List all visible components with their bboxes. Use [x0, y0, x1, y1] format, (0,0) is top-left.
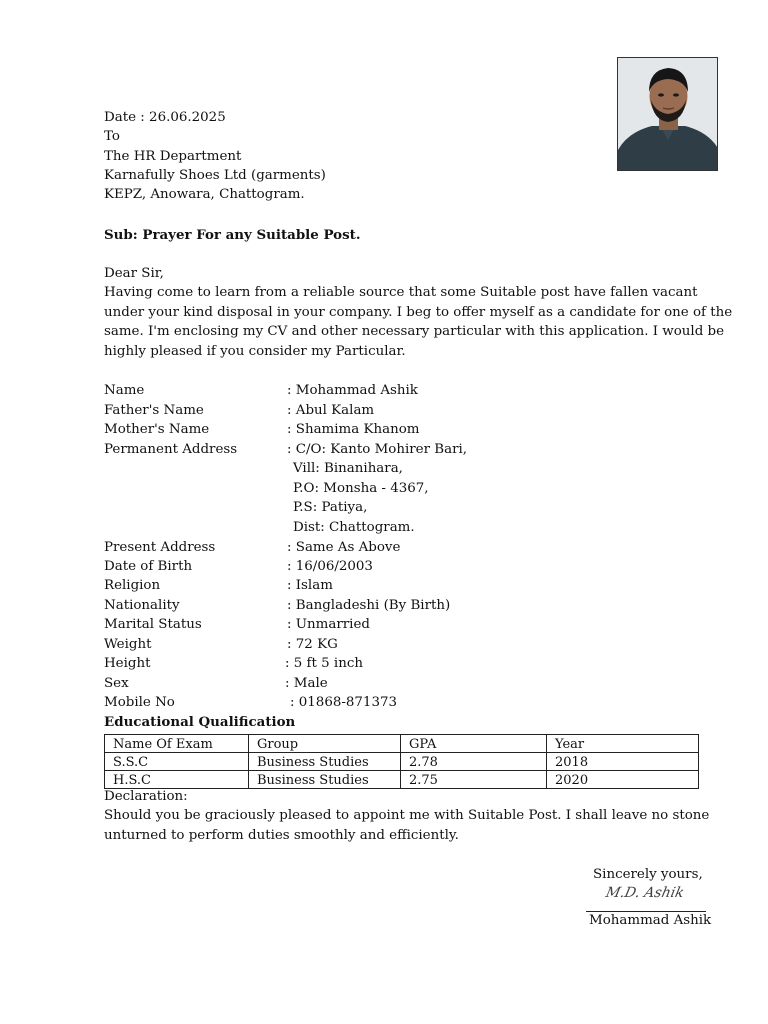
nationality-value: : Bangladeshi (By Birth)	[287, 598, 451, 613]
declaration-heading: Declaration:	[104, 789, 188, 804]
permanent-address-line-1: : C/O: Kanto Mohirer Bari,	[287, 442, 468, 457]
height-label: Height	[104, 656, 151, 671]
present-address-label: Present Address	[104, 540, 216, 555]
name-label: Name	[104, 383, 145, 398]
sign-off: Sincerely yours,	[593, 867, 703, 882]
recipient-line-3: KEPZ, Anowara, Chattogram.	[104, 187, 305, 202]
height-value: : 5 ft 5 inch	[285, 656, 363, 671]
column-header: Year	[547, 735, 699, 753]
mother-name-value: : Shamima Khanom	[287, 422, 420, 437]
letter-to: To	[104, 129, 120, 144]
recipient-line-1: The HR Department	[104, 149, 242, 164]
education-table	[104, 734, 699, 789]
table-row	[105, 771, 699, 789]
table-cell: Business Studies	[249, 771, 401, 789]
date-of-birth-label: Date of Birth	[104, 559, 193, 574]
mobile-value: : 01868-871373	[290, 695, 398, 710]
letter-subject: Sub: Prayer For any Suitable Post.	[104, 227, 361, 243]
body-line-3: same. I'm enclosing my CV and other necessary particular with this application. I would be	[104, 324, 725, 339]
nationality-label: Nationality	[104, 598, 180, 613]
education-table-header	[105, 735, 699, 753]
marital-status-label: Marital Status	[104, 617, 202, 632]
name-value: : Mohammad Ashik	[287, 383, 418, 398]
table-cell: 2018	[547, 753, 699, 771]
permanent-address-line-5: Dist: Chattogram.	[293, 520, 415, 535]
body-line-4: highly pleased if you consider my Particular.	[104, 344, 406, 359]
permanent-address-line-3: P.O: Monsha - 4367,	[293, 481, 429, 496]
letter-date: Date : 26.06.2025	[104, 110, 226, 125]
permanent-address-label: Permanent Address	[104, 442, 238, 457]
permanent-address-line-2: Vill: Binanihara,	[293, 461, 403, 476]
signatory-name: Mohammad Ashik	[589, 913, 712, 928]
handwritten-signature: M.D. Ashik	[604, 885, 686, 901]
date-of-birth-value: : 16/06/2003	[287, 559, 373, 574]
body-line-1: Having come to learn from a reliable source that some Suitable post have fallen vacant	[104, 285, 698, 300]
applicant-portrait-image	[618, 58, 718, 171]
mobile-label: Mobile No	[104, 695, 175, 710]
applicant-photo	[617, 57, 718, 171]
weight-label: Weight	[104, 637, 152, 652]
column-header: GPA	[401, 735, 547, 753]
recipient-line-2: Karnafully Shoes Ltd (garments)	[104, 168, 326, 183]
religion-label: Religion	[104, 578, 161, 593]
table-cell: 2.78	[401, 753, 547, 771]
father-name-label: Father's Name	[104, 403, 204, 418]
body-line-2: under your kind disposal in your company. I beg to offer myself as a candidate for one of the	[104, 305, 733, 320]
declaration-line-2: unturned to perform duties smoothly and efficiently.	[104, 828, 459, 843]
column-header: Name Of Exam	[105, 735, 249, 753]
table-cell: S.S.C	[105, 753, 249, 771]
weight-value: : 72 KG	[287, 637, 338, 652]
father-name-value: : Abul Kalam	[287, 403, 375, 418]
table-row	[105, 753, 699, 771]
education-heading: Educational Qualification	[104, 714, 296, 730]
table-cell: 2020	[547, 771, 699, 789]
sex-value: : Male	[285, 676, 328, 691]
permanent-address-line-4: P.S: Patiya,	[293, 500, 368, 515]
mother-name-label: Mother's Name	[104, 422, 210, 437]
sex-label: Sex	[104, 676, 129, 691]
column-header: Group	[249, 735, 401, 753]
table-cell: H.S.C	[105, 771, 249, 789]
salutation: Dear Sir,	[104, 266, 164, 281]
religion-value: : Islam	[287, 578, 333, 593]
present-address-value: : Same As Above	[287, 540, 401, 555]
table-cell: Business Studies	[249, 753, 401, 771]
table-cell: 2.75	[401, 771, 547, 789]
declaration-line-1: Should you be graciously pleased to appoint me with Suitable Post. I shall leave no stone	[104, 808, 710, 823]
marital-status-value: : Unmarried	[287, 617, 370, 632]
signature-line	[586, 911, 706, 912]
